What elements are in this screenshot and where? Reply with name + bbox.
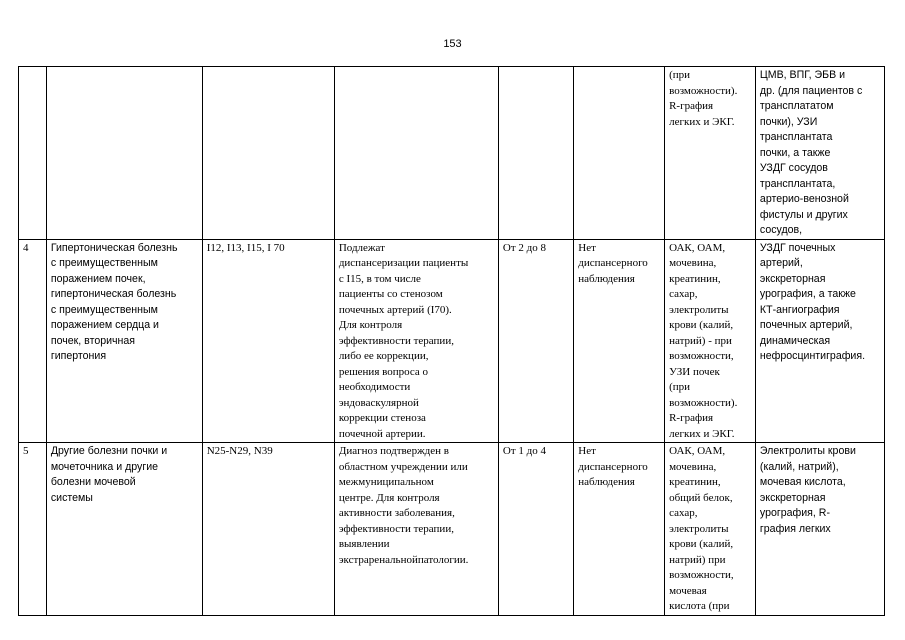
cell-observation: Нет диспансерного наблюдения bbox=[574, 443, 665, 616]
cell-indication: Диагноз подтвержден в областном учреждении или межмуниципальном центре. Для контроля активности заболевания, эффективности терапии, выявлении экстраренальнойпатологии. bbox=[334, 443, 498, 616]
cell-observation bbox=[574, 67, 665, 240]
cell-number bbox=[19, 67, 47, 240]
cell-code: N25-N29, N39 bbox=[202, 443, 334, 616]
cell-frequency bbox=[498, 67, 573, 240]
cell-code bbox=[202, 67, 334, 240]
cell-basic-exams: ОАК, ОАМ, мочевина, креатинин, общий белок, сахар, электролиты крови (калий, натрий) при возможности, мочевая кислота (при bbox=[665, 443, 756, 616]
cell-number: 4 bbox=[19, 239, 47, 443]
clinical-observation-table bbox=[18, 66, 885, 616]
cell-indication: Подлежат диспансеризации пациенты с I15, в том числе пациенты со стенозом почечных артерий (I70). Для контроля эффективности терапии, либо ее коррекции, решения вопроса о необходимости эндоваскулярной коррекции стеноза почечной артерии. bbox=[334, 239, 498, 443]
cell-frequency: От 1 до 4 bbox=[498, 443, 573, 616]
cell-disease: Другие болезни почки и мочеточника и другие болезни мочевой системы bbox=[46, 443, 202, 616]
cell-indication bbox=[334, 67, 498, 240]
cell-disease: Гипертоническая болезнь с преимущественным поражением почек, гипертоническая болезнь с преимущественным поражением сердца и почек, вторичная гипертония bbox=[46, 239, 202, 443]
cell-additional-exams: УЗДГ почечных артерий, экскреторная урография, а также КТ-ангиография почечных артерий, динамическая нефросцинтиграфия. bbox=[755, 239, 884, 443]
table-row bbox=[19, 67, 885, 240]
cell-additional-exams: ЦМВ, ВПГ, ЭБВ и др. (для пациентов с трансплататом почки), УЗИ трансплантата почки, а также УЗДГ сосудов трансплантата, артерио-венозной фистулы и других сосудов, bbox=[755, 67, 884, 240]
page-number: 153 bbox=[443, 38, 462, 50]
table-row bbox=[19, 443, 885, 616]
cell-basic-exams: ОАК, ОАМ, мочевина, креатинин, сахар, электролиты крови (калий, натрий) - при возможности, УЗИ почек (при возможности). R-графия легких и ЭКГ. bbox=[665, 239, 756, 443]
cell-disease bbox=[46, 67, 202, 240]
cell-number: 5 bbox=[19, 443, 47, 616]
cell-frequency: От 2 до 8 bbox=[498, 239, 573, 443]
cell-additional-exams: Электролиты крови (калий, натрий), мочевая кислота, экскреторная урография, R- графия легких bbox=[755, 443, 884, 616]
cell-observation: Нет диспансерного наблюдения bbox=[574, 239, 665, 443]
cell-code: I12, I13, I15, I 70 bbox=[202, 239, 334, 443]
cell-basic-exams: (при возможности). R-графия легких и ЭКГ. bbox=[665, 67, 756, 240]
table-row bbox=[19, 239, 885, 443]
